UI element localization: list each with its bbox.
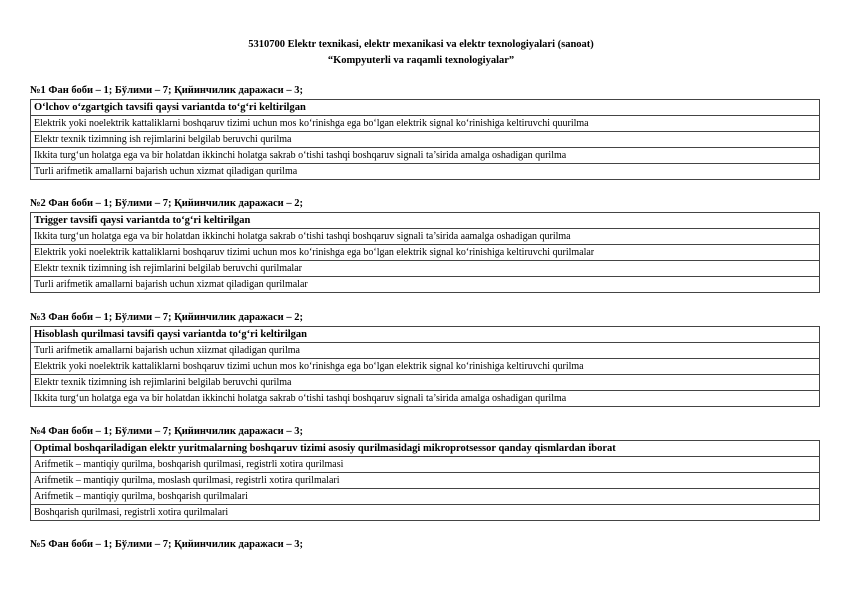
header-line-1: 5310700 Elektr texnikasi, elektr mexanikasi va elektr texnologiyalari (sanoat): [248, 39, 594, 50]
question-table: [30, 99, 820, 180]
answer-option: Elektrik yoki noelektrik kattaliklarni boshqaruv tizimi uchun mos ko‘rinishga ega bo‘lgan elektrik signal ko‘rinishiga keltiruvchi qurilma: [31, 359, 820, 375]
answer-option: Arifmetik – mantiqiy qurilma, boshqarish qurilmasi, registrli xotira qurilmasi: [31, 457, 820, 473]
document-header: [0, 37, 842, 69]
answer-option: Turli arifmetik amallarni bajarish uchun xiizmat qiladigan qurilma: [31, 343, 820, 359]
answer-option: Elektr texnik tizimning ish rejimlarini belgilab beruvchi qurilma: [31, 375, 820, 391]
answer-option: Elektrik yoki noelektrik kattaliklarni boshqaruv tizimi uchun mos ko‘rinishga ega bo‘lgan elektrik signal ko‘rinishiga keltiruvchi quurilma: [31, 116, 820, 132]
answer-option: Ikkita turg‘un holatga ega va bir holatdan ikkinchi holatga sakrab o‘tishi tashqi boshqaruv signali ta’sirida aamalga oshadigan qurilma: [31, 229, 820, 245]
answer-option: Boshqarish qurilmasi, registrli xotira qurilmalari: [31, 505, 820, 521]
question-text: Trigger tavsifi qaysi variantda to‘g‘ri keltirilgan: [31, 213, 820, 229]
answer-option: Elektr texnik tizimning ish rejimlarini belgilab beruvchi qurilmalar: [31, 261, 820, 277]
answer-option: Arifmetik – mantiqiy qurilma, moslash qurilmasi, registrli xotira qurilmalari: [31, 473, 820, 489]
question-block-1: [30, 84, 820, 180]
question-meta: №2 Фан боби – 1; Бўлими – 7; Қийинчилик даражаси – 2;: [30, 198, 303, 209]
question-block-5: [30, 538, 820, 553]
answer-option: Turli arifmetik amallarni bajarish uchun xizmat qiladigan qurilma: [31, 164, 820, 180]
question-text: Optimal boshqariladigan elektr yuritmalarning boshqaruv tizimi asosiy qurilmasidagi mikroprotsessor qanday qismlardan iborat: [31, 441, 820, 457]
answer-option: Ikkita turg‘un holatga ega va bir holatdan ikkinchi holatga sakrab o‘tishi tashqi boshqaruv signali ta’sirida amalga oshadigan qurilma: [31, 391, 820, 407]
answer-option: Turli arifmetik amallarni bajarish uchun xizmat qiladigan qurilmalar: [31, 277, 820, 293]
question-meta: №3 Фан боби – 1; Бўлими – 7; Қийинчилик даражаси – 2;: [30, 312, 303, 323]
answer-option: Elektr texnik tizimning ish rejimlarini belgilab beruvchi qurilma: [31, 132, 820, 148]
question-table: [30, 212, 820, 293]
answer-option: Arifmetik – mantiqiy qurilma, boshqarish qurilmalari: [31, 489, 820, 505]
question-table: [30, 326, 820, 407]
question-meta: №5 Фан боби – 1; Бўлими – 7; Қийинчилик даражаси – 3;: [30, 539, 303, 550]
question-block-3: [30, 311, 820, 407]
question-meta: №1 Фан боби – 1; Бўлими – 7; Қийинчилик даражаси – 3;: [30, 85, 303, 96]
question-meta: №4 Фан боби – 1; Бўлими – 7; Қийинчилик даражаси – 3;: [30, 426, 303, 437]
question-text: O‘lchov o‘zgartgich tavsifi qaysi variantda to‘g‘ri keltirilgan: [31, 100, 820, 116]
header-line-2: “Kompyuterli va raqamli texnologiyalar”: [327, 55, 515, 66]
question-table: [30, 440, 820, 521]
question-text: Hisoblash qurilmasi tavsifi qaysi variantda to‘g‘ri keltirilgan: [31, 327, 820, 343]
question-block-2: [30, 197, 820, 293]
answer-option: Ikkita turg‘un holatga ega va bir holatdan ikkinchi holatga sakrab o‘tishi tashqi boshqaruv signali ta’sirida amalga oshadigan qurilma: [31, 148, 820, 164]
answer-option: Elektrik yoki noelektrik kattaliklarni boshqaruv tizimi uchun mos ko‘rinishga ega bo‘lgan elektrik signal ko‘rinishiga keltiruvchi qurilmalar: [31, 245, 820, 261]
question-block-4: [30, 425, 820, 521]
